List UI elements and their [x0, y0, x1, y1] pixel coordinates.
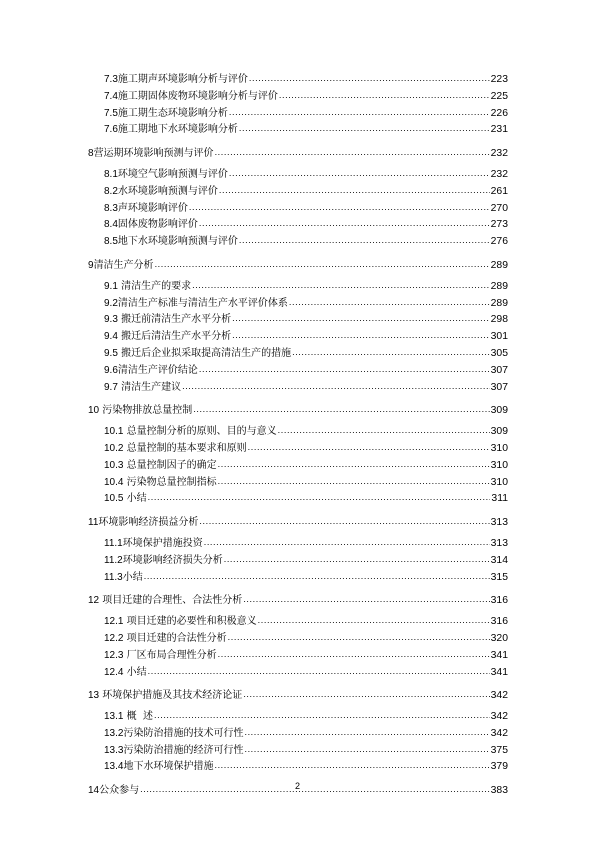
toc-entry-number: 12.1	[104, 616, 124, 628]
toc-entry-page: 316	[490, 616, 508, 628]
toc-dot-leader	[249, 70, 490, 87]
toc-entry-title: 环境保护措施投资	[122, 537, 203, 549]
toc-entry-page: 320	[490, 632, 508, 644]
toc-entry-page: 261	[490, 185, 508, 197]
toc-section-entry[interactable]	[88, 457, 508, 474]
toc-entry-number: 11.3	[104, 571, 123, 583]
toc-entry-page: 305	[490, 347, 508, 359]
toc-entry-number: 10.4	[104, 476, 124, 488]
toc-entry-page: 383	[490, 785, 508, 797]
toc-entry-title: 污染物总量控制指标	[123, 476, 217, 488]
toc-section-entry[interactable]	[88, 490, 508, 507]
toc-entry-page: 307	[490, 381, 508, 393]
table-of-contents	[88, 71, 508, 803]
toc-entry-page: 315	[490, 571, 508, 583]
toc-entry-page: 273	[490, 219, 508, 231]
toc-entry-number: 9.2	[104, 297, 118, 309]
toc-entry-title: 小结	[122, 571, 143, 583]
toc-entry-number: 7.5	[104, 107, 118, 119]
toc-dot-leader	[239, 232, 490, 249]
toc-entry-page: 310	[490, 442, 508, 454]
toc-entry-title: 小结	[123, 493, 147, 505]
toc-chapter-entry[interactable]	[88, 592, 508, 609]
toc-entry-title: 地下水环境影响预测与评价	[117, 236, 238, 248]
toc-dot-leader	[243, 686, 489, 703]
toc-entry-number: 11.2	[104, 554, 123, 566]
toc-section-entry[interactable]	[88, 233, 508, 250]
toc-entry-page: 310	[490, 459, 508, 471]
toc-dot-leader	[155, 256, 490, 273]
toc-entry-page: 298	[490, 314, 508, 326]
toc-entry-page: 313	[490, 537, 508, 549]
toc-dot-leader	[148, 489, 491, 506]
toc-entry-number: 8	[88, 148, 94, 160]
toc-entry-page: 307	[490, 364, 508, 376]
toc-entry-page: 316	[490, 595, 508, 607]
toc-dot-leader	[228, 629, 490, 646]
page-number: 2	[294, 781, 300, 791]
toc-section-entry[interactable]	[88, 742, 508, 759]
toc-chapter-entry[interactable]	[88, 402, 508, 419]
toc-section-entry[interactable]	[88, 569, 508, 586]
toc-entry-number: 14	[88, 785, 100, 797]
toc-entry-number: 9.3	[104, 314, 118, 326]
toc-entry-title: 环境保护措施及其技术经济论证	[99, 690, 243, 702]
toc-entry-title: 清洁生产分析	[93, 259, 154, 271]
toc-entry-title: 项目迁建的合法性分析	[123, 632, 227, 644]
toc-entry-page: 225	[490, 90, 508, 102]
toc-entry-title: 总量控制的基本要求和原则	[123, 442, 247, 454]
toc-dot-leader	[204, 534, 490, 551]
toc-entry-number: 11	[88, 517, 99, 529]
toc-section-entry[interactable]	[88, 474, 508, 491]
toc-section-entry[interactable]	[88, 200, 508, 217]
toc-entry-page: 342	[490, 727, 508, 739]
toc-dot-leader	[229, 165, 490, 182]
toc-entry-title: 污染防治措施的技术可行性	[123, 727, 244, 739]
toc-entry-number: 8.2	[104, 185, 118, 197]
toc-dot-leader	[243, 591, 489, 608]
toc-entry-page: 301	[490, 331, 508, 343]
toc-entry-page: 379	[490, 761, 508, 773]
toc-dot-leader	[239, 120, 490, 137]
toc-entry-title: 清洁生产的要求	[117, 280, 192, 292]
toc-entry-title: 污染防治措施的经济可行性	[123, 744, 244, 756]
toc-dot-leader	[144, 568, 490, 585]
toc-entry-title: 清洁生产标准与清洁生产水平评价体系	[117, 297, 288, 309]
toc-dot-leader	[193, 401, 489, 418]
toc-entry-page: 276	[490, 236, 508, 248]
toc-section-entry[interactable]	[88, 71, 508, 88]
toc-entry-title: 地下水环境保护措施	[123, 761, 214, 773]
toc-entry-page: 289	[490, 280, 508, 292]
toc-chapter-entry[interactable]	[88, 687, 508, 704]
toc-entry-page: 313	[490, 517, 508, 529]
toc-entry-page: 231	[490, 124, 508, 136]
toc-entry-number: 10	[88, 405, 100, 417]
toc-chapter-entry[interactable]	[88, 145, 508, 162]
toc-entry-title: 公众参与	[99, 785, 140, 797]
toc-section-entry[interactable]	[88, 725, 508, 742]
toc-section-entry[interactable]	[88, 630, 508, 647]
toc-section-entry[interactable]	[88, 328, 508, 345]
toc-entry-number: 13.3	[104, 744, 124, 756]
toc-entry-number: 9.4	[104, 331, 118, 343]
toc-entry-number: 10.1	[104, 426, 124, 438]
toc-entry-title: 营运期环境影响预测与评价	[93, 148, 214, 160]
toc-entry-number: 10.5	[104, 493, 124, 505]
toc-section-entry[interactable]	[88, 613, 508, 630]
toc-section-entry[interactable]	[88, 379, 508, 396]
toc-section-entry[interactable]	[88, 423, 508, 440]
toc-section-entry[interactable]	[88, 647, 508, 664]
toc-section-entry[interactable]	[88, 166, 508, 183]
toc-section-entry[interactable]	[88, 278, 508, 295]
toc-entry-title: 环境影响经济损失分析	[122, 554, 223, 566]
toc-entry-title: 环境影响经济损益分析	[98, 517, 199, 529]
toc-entry-title: 水环境影响预测与评价	[117, 185, 218, 197]
toc-section-entry[interactable]	[88, 664, 508, 681]
toc-dot-leader	[229, 104, 490, 121]
toc-chapter-entry[interactable]	[88, 257, 508, 274]
toc-entry-number: 7.6	[104, 124, 118, 136]
toc-entry-number: 13.2	[104, 727, 124, 739]
toc-entry-page: 289	[490, 259, 508, 271]
toc-entry-title: 清洁生产建议	[117, 381, 182, 393]
toc-entry-number: 9.6	[104, 364, 118, 376]
toc-entry-title: 环境空气影响预测与评价	[117, 168, 228, 180]
toc-entry-title: 固体废物影响评价	[117, 219, 198, 231]
toc-entry-title: 概 述	[123, 711, 154, 723]
toc-entry-number: 8.4	[104, 219, 118, 231]
toc-entry-number: 13	[88, 690, 100, 702]
toc-dot-leader	[219, 182, 490, 199]
toc-entry-page: 309	[490, 405, 508, 417]
toc-section-entry[interactable]	[88, 216, 508, 233]
toc-dot-leader	[214, 757, 489, 774]
toc-section-entry[interactable]	[88, 121, 508, 138]
toc-entry-title: 总量控制分析的原则、目的与意义	[123, 426, 277, 438]
toc-entry-title: 总量控制因子的确定	[123, 459, 217, 471]
toc-entry-page: 232	[490, 168, 508, 180]
toc-section-entry[interactable]	[88, 183, 508, 200]
toc-section-entry[interactable]	[88, 440, 508, 457]
toc-entry-title: 厂区布局合理性分析	[123, 649, 217, 661]
toc-entry-number: 9.7	[104, 381, 118, 393]
toc-dot-leader	[224, 551, 490, 568]
toc-entry-page: 226	[490, 107, 508, 119]
toc-entry-number: 12	[88, 595, 100, 607]
toc-entry-number: 12.2	[104, 632, 124, 644]
toc-entry-title: 清洁生产评价结论	[117, 364, 198, 376]
toc-dot-leader	[278, 422, 490, 439]
toc-entry-number: 10.3	[104, 459, 124, 471]
toc-entry-number: 8.3	[104, 202, 118, 214]
toc-entry-number: 8.5	[104, 236, 118, 248]
toc-entry-page: 232	[490, 148, 508, 160]
toc-dot-leader	[218, 456, 490, 473]
toc-entry-number: 12.4	[104, 666, 124, 678]
toc-section-entry[interactable]	[88, 105, 508, 122]
toc-entry-title: 搬迁前清洁生产水平分析	[117, 314, 232, 326]
toc-dot-leader	[192, 277, 490, 294]
toc-entry-title: 小结	[123, 666, 147, 678]
toc-entry-title: 声环境影响评价	[117, 202, 188, 214]
toc-section-entry[interactable]	[88, 552, 508, 569]
toc-entry-page: 314	[490, 554, 508, 566]
toc-section-entry[interactable]	[88, 535, 508, 552]
toc-entry-number: 13.4	[104, 761, 124, 773]
toc-entry-number: 9	[88, 259, 94, 271]
toc-dot-leader	[289, 294, 490, 311]
toc-dot-leader	[148, 663, 490, 680]
toc-entry-title: 施工期固体废物环境影响分析与评价	[117, 90, 278, 102]
toc-entry-title: 项目迁建的必要性和积极意义	[123, 616, 257, 628]
toc-entry-page: 289	[490, 297, 508, 309]
toc-entry-number: 13.1	[104, 711, 124, 723]
toc-chapter-entry[interactable]	[88, 514, 508, 531]
toc-dot-leader	[248, 439, 490, 456]
toc-entry-page: 341	[490, 649, 508, 661]
toc-dot-leader	[182, 378, 490, 395]
toc-entry-title: 施工期地下水环境影响分析	[117, 124, 238, 136]
toc-entry-title: 搬迁后企业拟采取提高清洁生产的措施	[117, 347, 292, 359]
toc-dot-leader	[232, 310, 490, 327]
toc-entry-number: 7.3	[104, 74, 118, 85]
toc-dot-leader	[258, 612, 490, 629]
toc-entry-number: 12.3	[104, 649, 124, 661]
toc-dot-leader	[279, 87, 490, 104]
toc-entry-title: 污染物排放总量控制	[99, 405, 193, 417]
toc-entry-title: 项目迁建的合理性、合法性分析	[99, 595, 243, 607]
toc-entry-page: 342	[490, 690, 508, 702]
toc-dot-leader	[199, 361, 490, 378]
toc-dot-leader	[218, 473, 490, 490]
toc-dot-leader	[218, 646, 490, 663]
toc-entry-title: 施工期生态环境影响分析	[117, 107, 228, 119]
toc-entry-page: 310	[490, 476, 508, 488]
toc-dot-leader	[292, 344, 490, 361]
toc-dot-leader	[244, 741, 489, 758]
toc-section-entry[interactable]	[88, 311, 508, 328]
toc-entry-page: 375	[490, 744, 508, 756]
toc-dot-leader	[154, 707, 490, 724]
toc-section-entry[interactable]	[88, 295, 508, 312]
toc-section-entry[interactable]	[88, 345, 508, 362]
toc-entry-page: 342	[490, 711, 508, 723]
toc-entry-page: 223	[490, 74, 508, 85]
toc-entry-page: 341	[490, 666, 508, 678]
toc-section-entry[interactable]	[88, 708, 508, 725]
toc-dot-leader	[232, 327, 490, 344]
toc-entry-number: 9.1	[104, 280, 118, 292]
toc-entry-number: 9.5	[104, 347, 118, 359]
toc-section-entry[interactable]	[88, 88, 508, 105]
toc-section-entry[interactable]	[88, 362, 508, 379]
toc-entry-title: 施工期声环境影响分析与评价	[117, 74, 248, 85]
toc-dot-leader	[199, 215, 490, 232]
toc-entry-title: 搬迁后清洁生产水平分析	[117, 331, 232, 343]
toc-entry-number: 10.2	[104, 442, 124, 454]
toc-entry-number: 11.1	[104, 537, 123, 549]
toc-entry-page: 270	[490, 202, 508, 214]
toc-dot-leader	[189, 199, 490, 216]
toc-dot-leader	[199, 513, 489, 530]
toc-dot-leader	[244, 724, 489, 741]
toc-entry-page: 311	[491, 493, 508, 505]
toc-dot-leader	[215, 144, 490, 161]
toc-section-entry[interactable]	[88, 758, 508, 775]
toc-entry-number: 8.1	[104, 168, 118, 180]
toc-entry-page: 309	[490, 426, 508, 438]
toc-entry-number: 7.4	[104, 90, 118, 102]
